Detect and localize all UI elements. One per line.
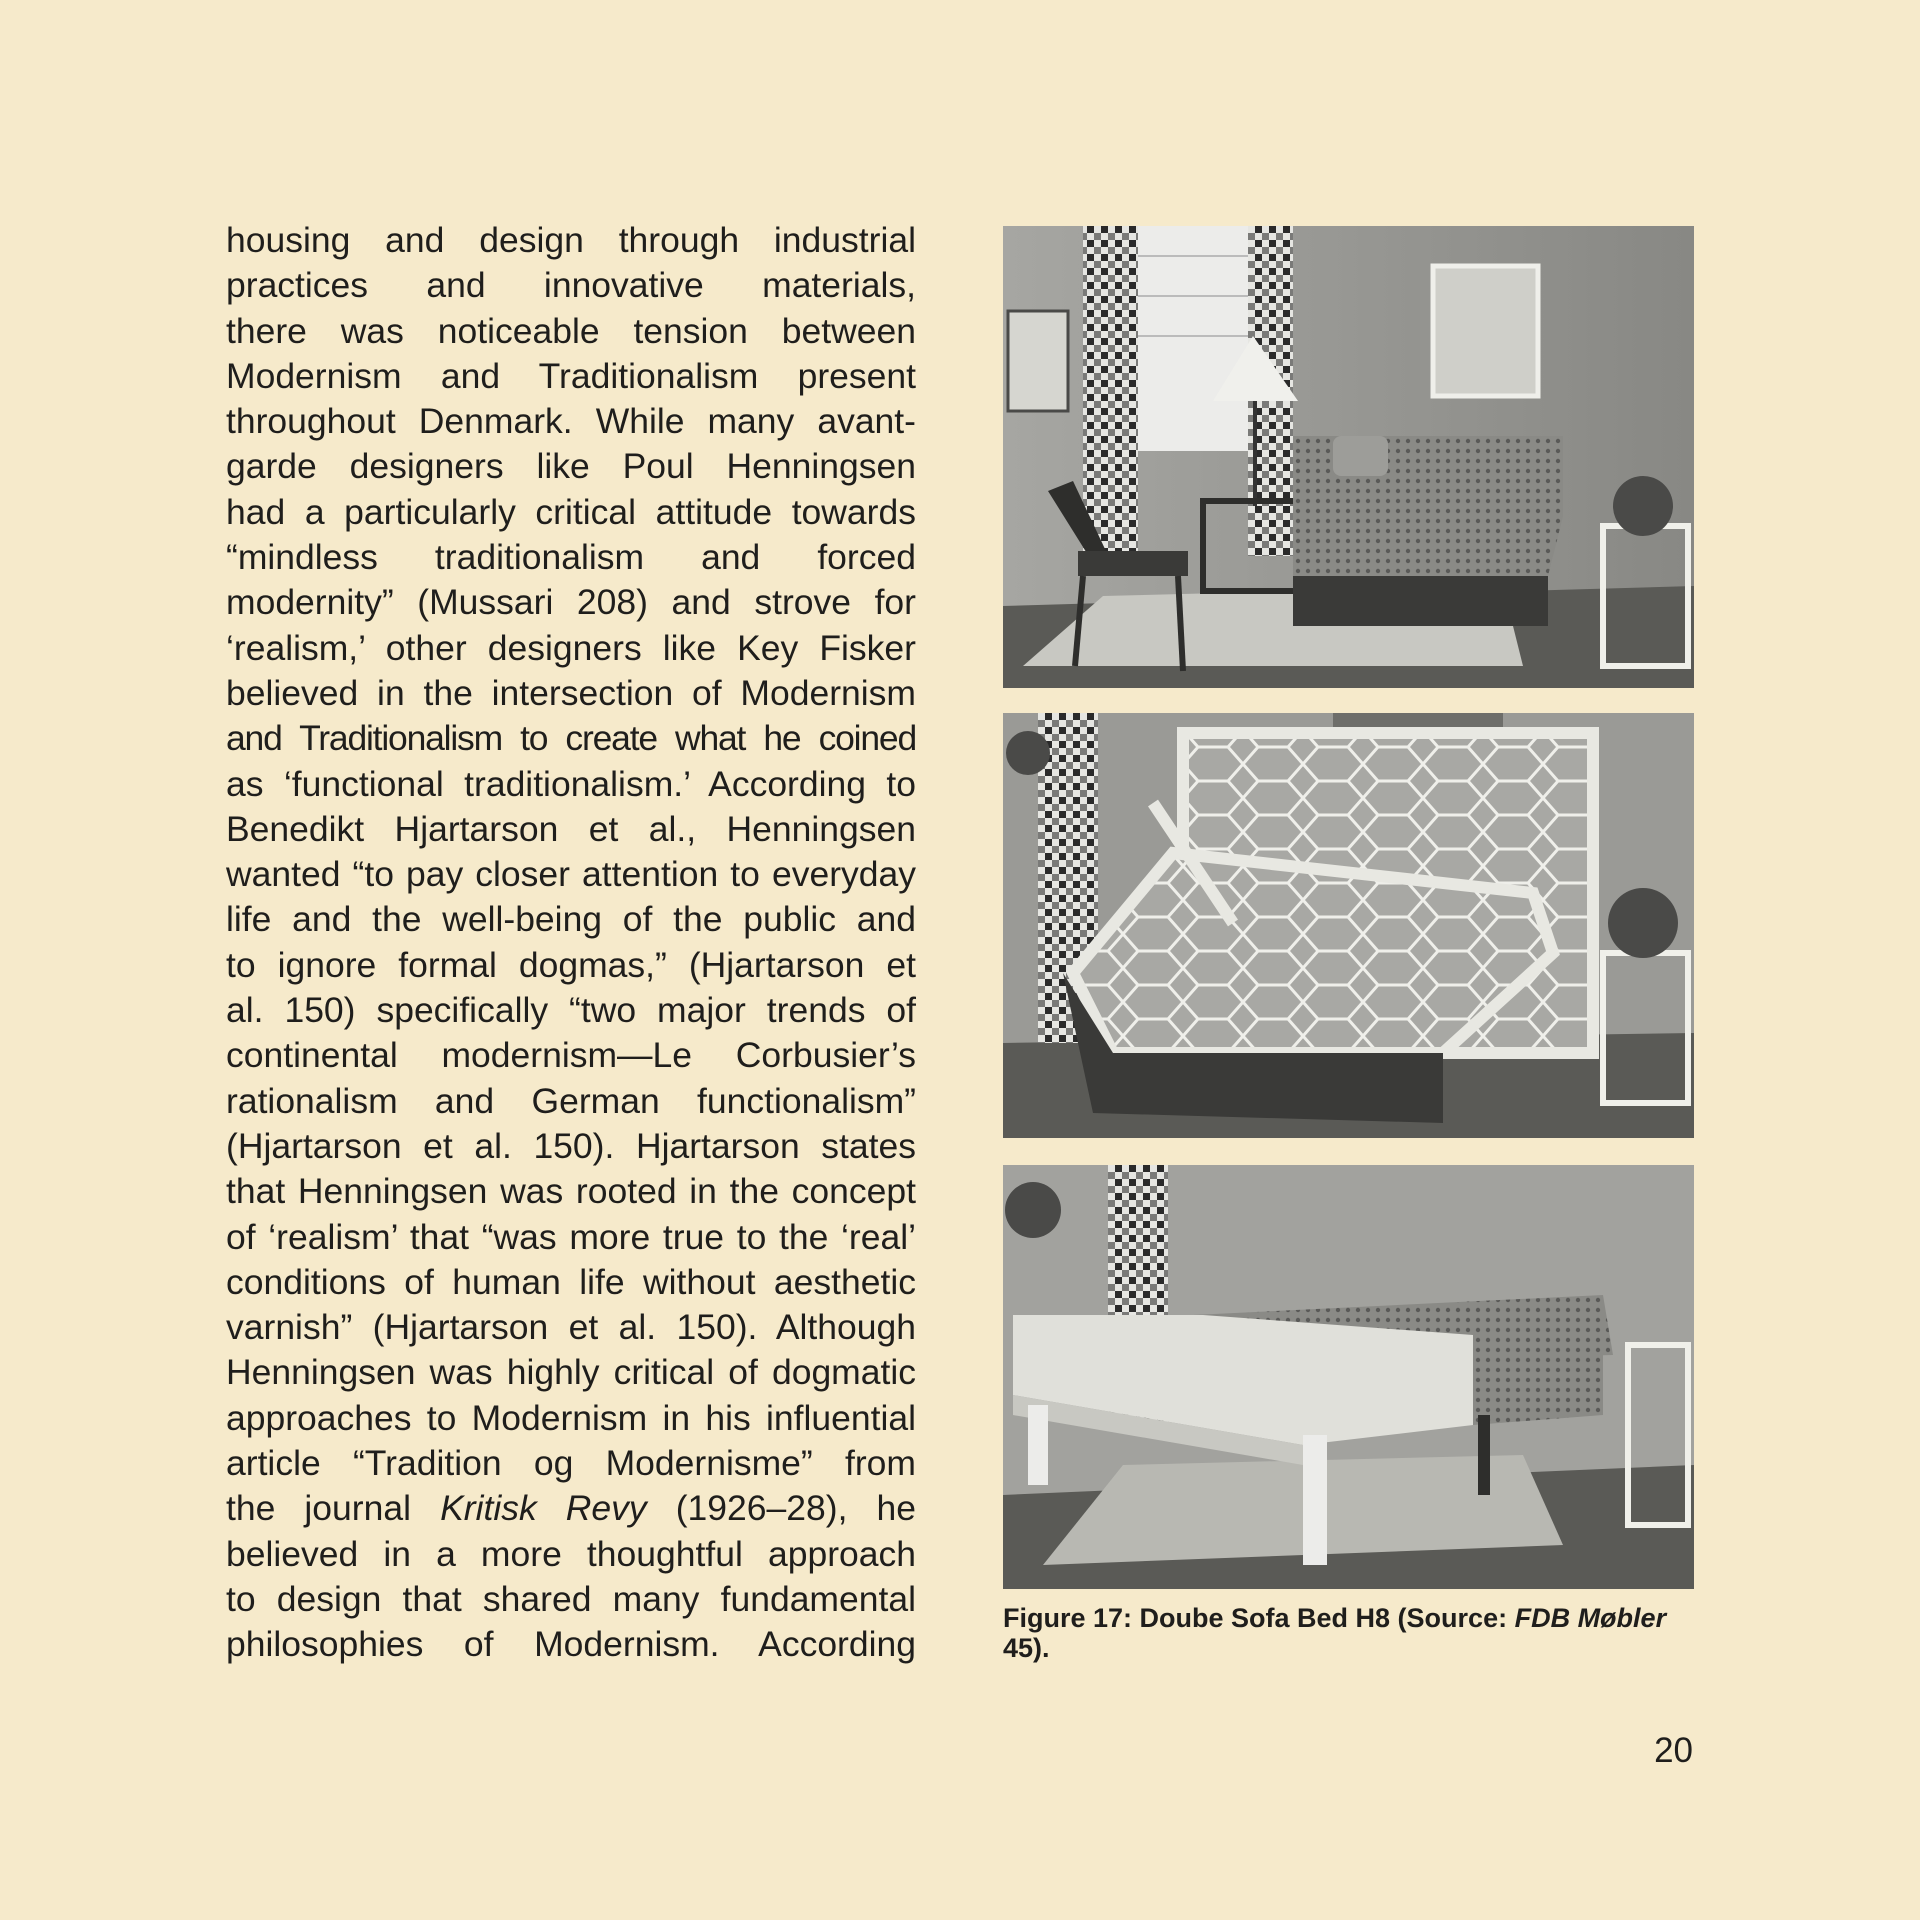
text-line: of ‘realism’ that “was more true to the ‘real’ xyxy=(226,1216,916,1257)
text-line: there was noticeable tension between xyxy=(226,310,916,351)
text-line: that Henningsen was rooted in the concept xyxy=(226,1171,916,1212)
text-line: housing and design through industrial xyxy=(226,220,916,260)
sofa-photo-living-room xyxy=(1003,226,1694,688)
sofa-bed-unfolding-photo xyxy=(1003,713,1694,1138)
text-line: continental modernism—Le Corbusier’s xyxy=(226,1035,916,1076)
text-line: “mindless traditionalism and forced xyxy=(226,537,916,578)
text-line: Henningsen was highly critical of dogmatic xyxy=(226,1352,916,1393)
text-line: varnish” (Hjartarson et al. 150). Although xyxy=(226,1307,916,1348)
text-line: had a particularly critical attitude towards xyxy=(226,491,916,532)
text-line: Modernism and Traditionalism present xyxy=(226,355,916,396)
text-line: as ‘functional traditionalism.’ According to xyxy=(226,763,916,804)
text-line: believed in the intersection of Modernism xyxy=(226,672,916,713)
text-line: modernity” (Mussari 208) and strove for xyxy=(226,582,916,623)
text-line: life and the well-being of the public and xyxy=(226,899,916,940)
text-line: article “Tradition og Modernisme” from xyxy=(226,1443,916,1484)
text-line: (Hjartarson et al. 150). Hjartarson states xyxy=(226,1125,916,1166)
journal-title: Kritisk Revy xyxy=(440,1488,647,1529)
text-line: to ignore formal dogmas,” (Hjartarson et xyxy=(226,944,916,985)
text-line: practices and innovative materials, xyxy=(226,265,916,306)
text-line-journal: the journal Kritisk Revy (1926–28), he xyxy=(226,1488,916,1529)
text-line: rationalism and German functionalism” xyxy=(226,1080,916,1121)
text-line: ‘realism,’ other designers like Key Fisker xyxy=(226,627,916,668)
text-line: approaches to Modernism in his influential xyxy=(226,1397,916,1438)
text-line: garde designers like Poul Henningsen xyxy=(226,446,916,487)
text-line: believed in a more thoughtful approach xyxy=(226,1533,916,1574)
text-line: conditions of human life without aesthetic xyxy=(226,1261,916,1302)
text-line: throughout Denmark. While many avant- xyxy=(226,401,916,442)
text-line: Benedikt Hjartarson et al., Henningsen xyxy=(226,808,916,849)
page-number: 20 xyxy=(1654,1731,1693,1770)
sofa-bed-extended-photo xyxy=(1003,1165,1694,1589)
body-text xyxy=(226,218,916,1668)
text-line: to design that shared many fundamental xyxy=(226,1578,916,1619)
caption-source-title: FDB Møbler xyxy=(1514,1603,1667,1633)
text-line: and Traditionalism to create what he coined xyxy=(226,718,916,759)
text-line: philosophies of Modernism. According xyxy=(226,1624,916,1665)
figure-caption: Figure 17: Doube Sofa Bed H8 (Source: FDB Møbler 45). xyxy=(1003,1603,1667,1663)
text-line: al. 150) specifically “two major trends of xyxy=(226,990,916,1031)
text-line: wanted “to pay closer attention to everyday xyxy=(226,854,916,895)
